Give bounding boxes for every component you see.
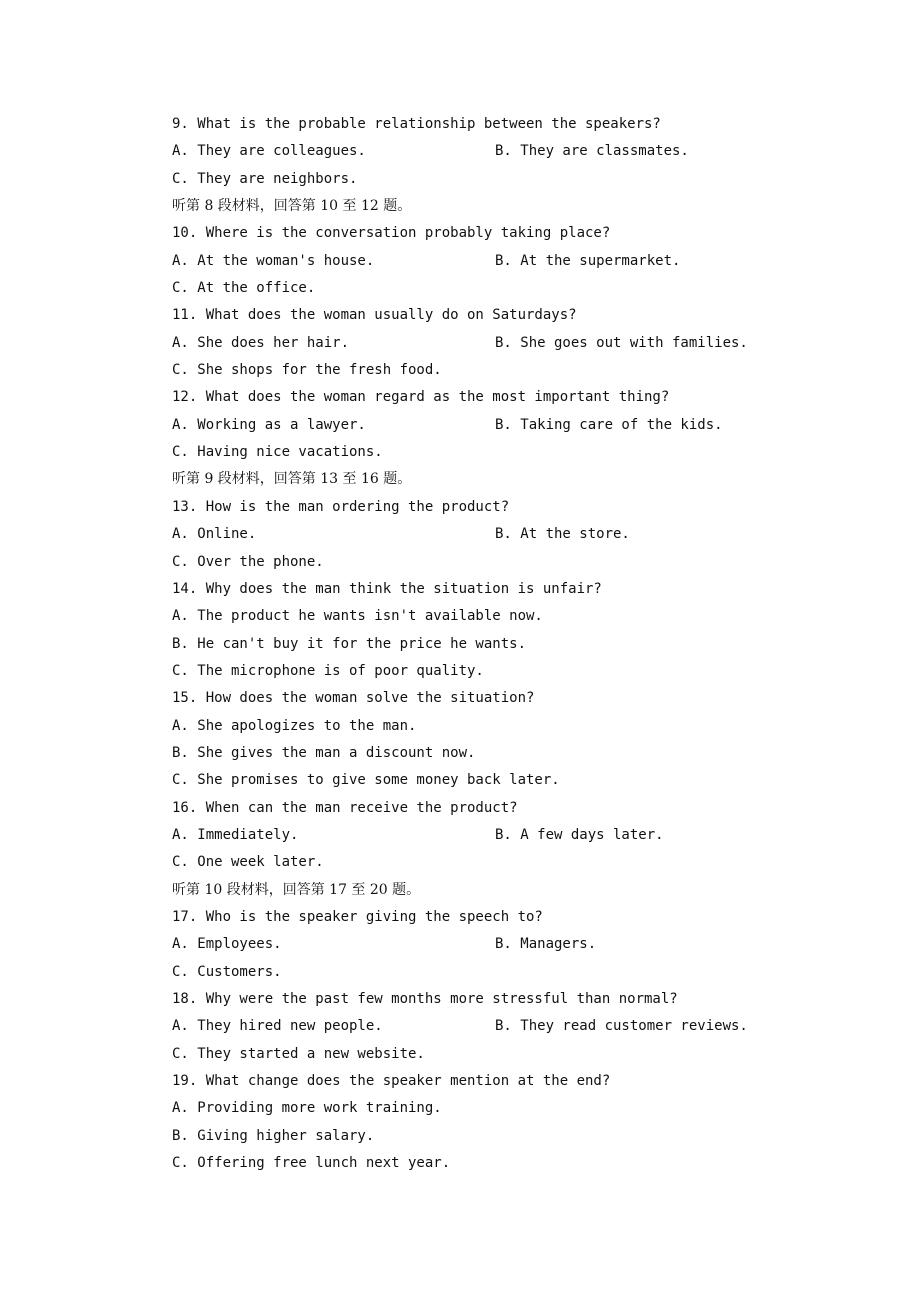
line-text: 12. What does the woman regard as the most important thing? <box>172 389 670 406</box>
text-line <box>172 248 812 275</box>
text-line <box>172 302 812 329</box>
line-text: C. Having nice vacations. <box>172 444 383 461</box>
line-text: 14. Why does the man think the situation is unfair? <box>172 580 602 597</box>
text-line <box>172 357 812 384</box>
line-text: C. At the office. <box>172 280 316 297</box>
line-text: B. She gives the man a discount now. <box>172 744 476 761</box>
line-text: A. She apologizes to the man. <box>172 717 417 734</box>
line-text: 17. Who is the speaker giving the speech to? <box>172 908 543 925</box>
text-line <box>172 384 812 411</box>
text-line <box>172 740 812 767</box>
line-text: 19. What change does the speaker mention at the end? <box>172 1073 611 1090</box>
section-header <box>172 193 812 220</box>
line-text: A. Employees. <box>172 936 282 953</box>
line-text: A. Working as a lawyer. <box>172 416 366 433</box>
text-line <box>172 494 812 521</box>
line-text: C. Customers. <box>172 963 282 980</box>
text-line <box>172 166 812 193</box>
document-page <box>172 111 812 1177</box>
text-line <box>172 767 812 794</box>
section-header-text: 听第 10 段材料，回答第 17 至 20 题。 <box>172 881 421 898</box>
line-text: 13. How is the man ordering the product? <box>172 498 510 515</box>
text-line <box>172 849 812 876</box>
option-b-text: B. They are classmates. <box>495 143 689 160</box>
text-line <box>172 138 812 165</box>
text-line <box>172 959 812 986</box>
section-header-text: 听第 8 段材料，回答第 10 至 12 题。 <box>172 198 412 215</box>
line-text: 16. When can the man receive the product? <box>172 799 518 816</box>
line-text: A. She does her hair. <box>172 334 350 351</box>
text-line <box>172 439 812 466</box>
text-line <box>172 1013 812 1040</box>
text-line <box>172 275 812 302</box>
text-line <box>172 330 812 357</box>
line-text: A. They are colleagues. <box>172 143 366 160</box>
line-text: C. They started a new website. <box>172 1045 425 1062</box>
text-line <box>172 220 812 247</box>
text-line <box>172 685 812 712</box>
text-line <box>172 1123 812 1150</box>
text-line <box>172 549 812 576</box>
option-b-text: B. At the supermarket. <box>495 252 681 269</box>
option-b-text: B. Managers. <box>495 936 597 953</box>
line-text: A. At the woman's house. <box>172 252 375 269</box>
line-text: 18. Why were the past few months more stressful than normal? <box>172 991 678 1007</box>
line-text: C. One week later. <box>172 854 324 871</box>
line-text: C. They are neighbors. <box>172 170 358 187</box>
line-text: C. She promises to give some money back later. <box>172 772 560 789</box>
line-text: A. Online. <box>172 526 257 543</box>
line-text: C. She shops for the fresh food. <box>172 362 442 379</box>
line-text: C. Over the phone. <box>172 553 324 570</box>
text-line <box>172 1068 812 1095</box>
line-text: C. The microphone is of poor quality. <box>172 662 484 679</box>
text-line <box>172 904 812 931</box>
text-line <box>172 111 812 138</box>
line-text: B. He can't buy it for the price he wants. <box>172 635 527 652</box>
line-text: 15. How does the woman solve the situation? <box>172 690 535 707</box>
text-line <box>172 986 812 1013</box>
text-line <box>172 713 812 740</box>
option-b-text: B. At the store. <box>495 526 630 543</box>
line-text: 10. Where is the conversation probably taking place? <box>172 225 611 242</box>
option-b-text: B. She goes out with families. <box>495 334 748 351</box>
text-line <box>172 931 812 958</box>
text-line <box>172 1041 812 1068</box>
line-text: 11. What does the woman usually do on Saturdays? <box>172 307 577 324</box>
text-line <box>172 795 812 822</box>
line-text: 9. What is the probable relationship between the speakers? <box>172 116 661 132</box>
option-b-text: B. A few days later. <box>495 826 664 843</box>
text-line <box>172 631 812 658</box>
line-text: A. They hired new people. <box>172 1018 383 1035</box>
option-b-text: B. Taking care of the kids. <box>495 416 723 433</box>
text-line <box>172 521 812 548</box>
line-text: C. Offering free lunch next year. <box>172 1155 451 1172</box>
text-line <box>172 1095 812 1122</box>
section-header <box>172 466 812 493</box>
line-text: A. Providing more work training. <box>172 1100 442 1117</box>
text-line <box>172 412 812 439</box>
section-header-text: 听第 9 段材料，回答第 13 至 16 题。 <box>172 471 412 488</box>
line-text: B. Giving higher salary. <box>172 1127 375 1144</box>
option-b-text: B. They read customer reviews. <box>495 1018 748 1035</box>
line-text: A. Immediately. <box>172 826 299 843</box>
text-line <box>172 603 812 630</box>
text-line <box>172 1150 812 1177</box>
text-line <box>172 658 812 685</box>
line-text: A. The product he wants isn't available now. <box>172 608 543 625</box>
section-header <box>172 877 812 904</box>
text-line <box>172 576 812 603</box>
text-line <box>172 822 812 849</box>
